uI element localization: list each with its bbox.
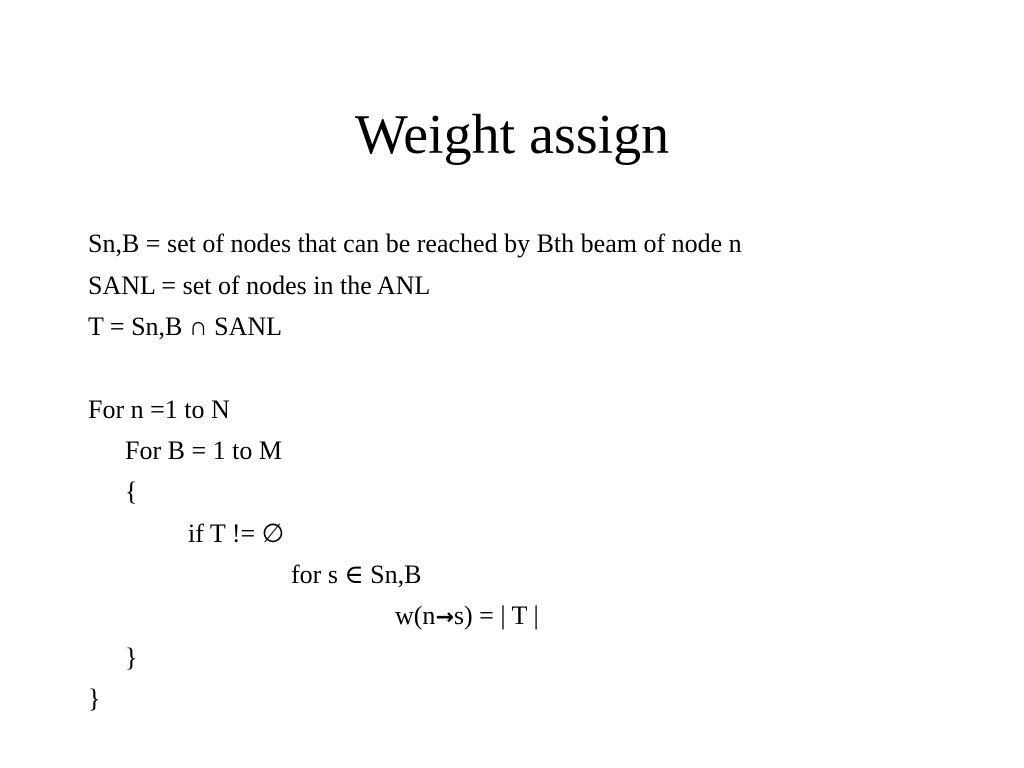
- for-each-line: for s ∈ Sn,B: [291, 560, 422, 589]
- close-brace-inner: }: [125, 643, 138, 672]
- definition-sanl: SANL = set of nodes in the ANL: [88, 271, 431, 300]
- right-arrow-icon: →: [435, 605, 454, 630]
- weight-expr-start: w(n: [395, 601, 436, 630]
- definition-sn-b: Sn,B = set of nodes that can be reached by Bth beam of node n: [88, 229, 742, 258]
- weight-expr-end: s) = | T |: [453, 601, 539, 630]
- slide-title: Weight assign: [354, 104, 670, 166]
- outer-loop-line: For n =1 to N: [88, 395, 230, 424]
- open-brace: {: [125, 477, 138, 506]
- weight-assignment-line: [395, 600, 539, 634]
- definition-t: T = Sn,B ∩ SANL: [88, 312, 283, 341]
- close-brace-outer: }: [88, 684, 101, 713]
- inner-loop-line: For B = 1 to M: [125, 436, 282, 465]
- if-condition-line: if T != ∅: [188, 519, 285, 548]
